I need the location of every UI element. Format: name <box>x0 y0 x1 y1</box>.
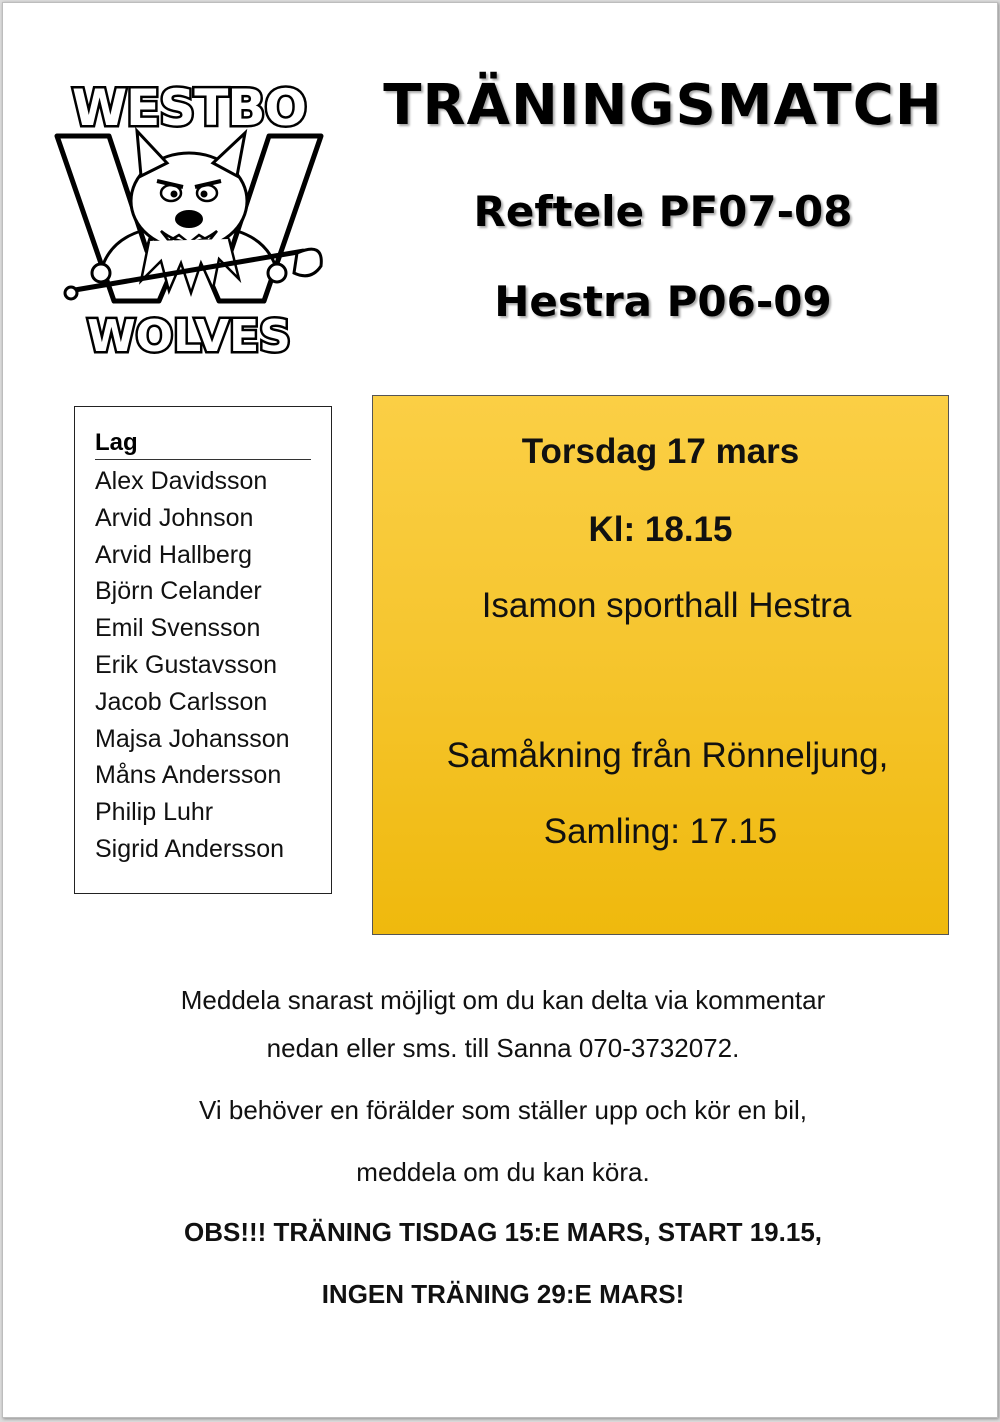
roster-player: Philip Luhr <box>95 798 214 827</box>
match-time: Kl: 18.15 <box>588 510 733 549</box>
carpool-info: Samåkning från Rönneljung, <box>446 736 889 775</box>
roster-player: Måns Andersson <box>95 761 282 790</box>
match-venue: Isamon sporthall Hestra <box>481 586 852 625</box>
roster-player: Emil Svensson <box>95 614 261 643</box>
roster-player: Arvid Hallberg <box>95 540 253 569</box>
roster-box <box>74 406 332 894</box>
roster-player: Arvid Johnson <box>95 503 254 532</box>
roster-player: Majsa Johansson <box>95 724 290 753</box>
team-two: Hestra P06-09 <box>494 277 832 326</box>
roster-list <box>95 463 290 868</box>
logo-top-text: WESTBO <box>71 81 307 137</box>
roster-player: Erik Gustavsson <box>95 650 278 679</box>
roster-player: Alex Davidsson <box>95 467 268 495</box>
westbo-wolves-logo <box>49 81 329 361</box>
roster-player: Jacob Carlsson <box>95 687 268 716</box>
meeting-time: Samling: 17.15 <box>543 812 778 851</box>
team-one: Reftele PF07-08 <box>473 187 853 236</box>
message-line-2: nedan eller sms. till Sanna 070-3732072. <box>266 1033 740 1063</box>
wolf-mascot-with-floorball-stick-icon <box>49 81 329 361</box>
notice-line-2: INGEN TRÄNING 29:E MARS! <box>321 1279 685 1309</box>
notice-line-1: OBS!!! TRÄNING TISDAG 15:E MARS, START 19.15, <box>183 1217 823 1247</box>
logo-bottom-text: WOLVES <box>87 311 291 361</box>
document-page <box>2 2 998 1418</box>
message-line-4: meddela om du kan köra. <box>356 1157 650 1187</box>
match-day: Torsdag 17 mars <box>521 432 800 471</box>
page-title: TRÄNINGSMATCH <box>383 73 943 138</box>
roster-player: Björn Celander <box>95 577 262 606</box>
match-info-box <box>372 395 949 935</box>
roster-title: Lag <box>95 429 311 460</box>
roster-player: Sigrid Andersson <box>95 834 285 863</box>
message-line-3: Vi behöver en förälder som ställer upp och kör en bil, <box>199 1095 807 1125</box>
message-line-1: Meddela snarast möjligt om du kan delta via kommentar <box>180 985 826 1015</box>
